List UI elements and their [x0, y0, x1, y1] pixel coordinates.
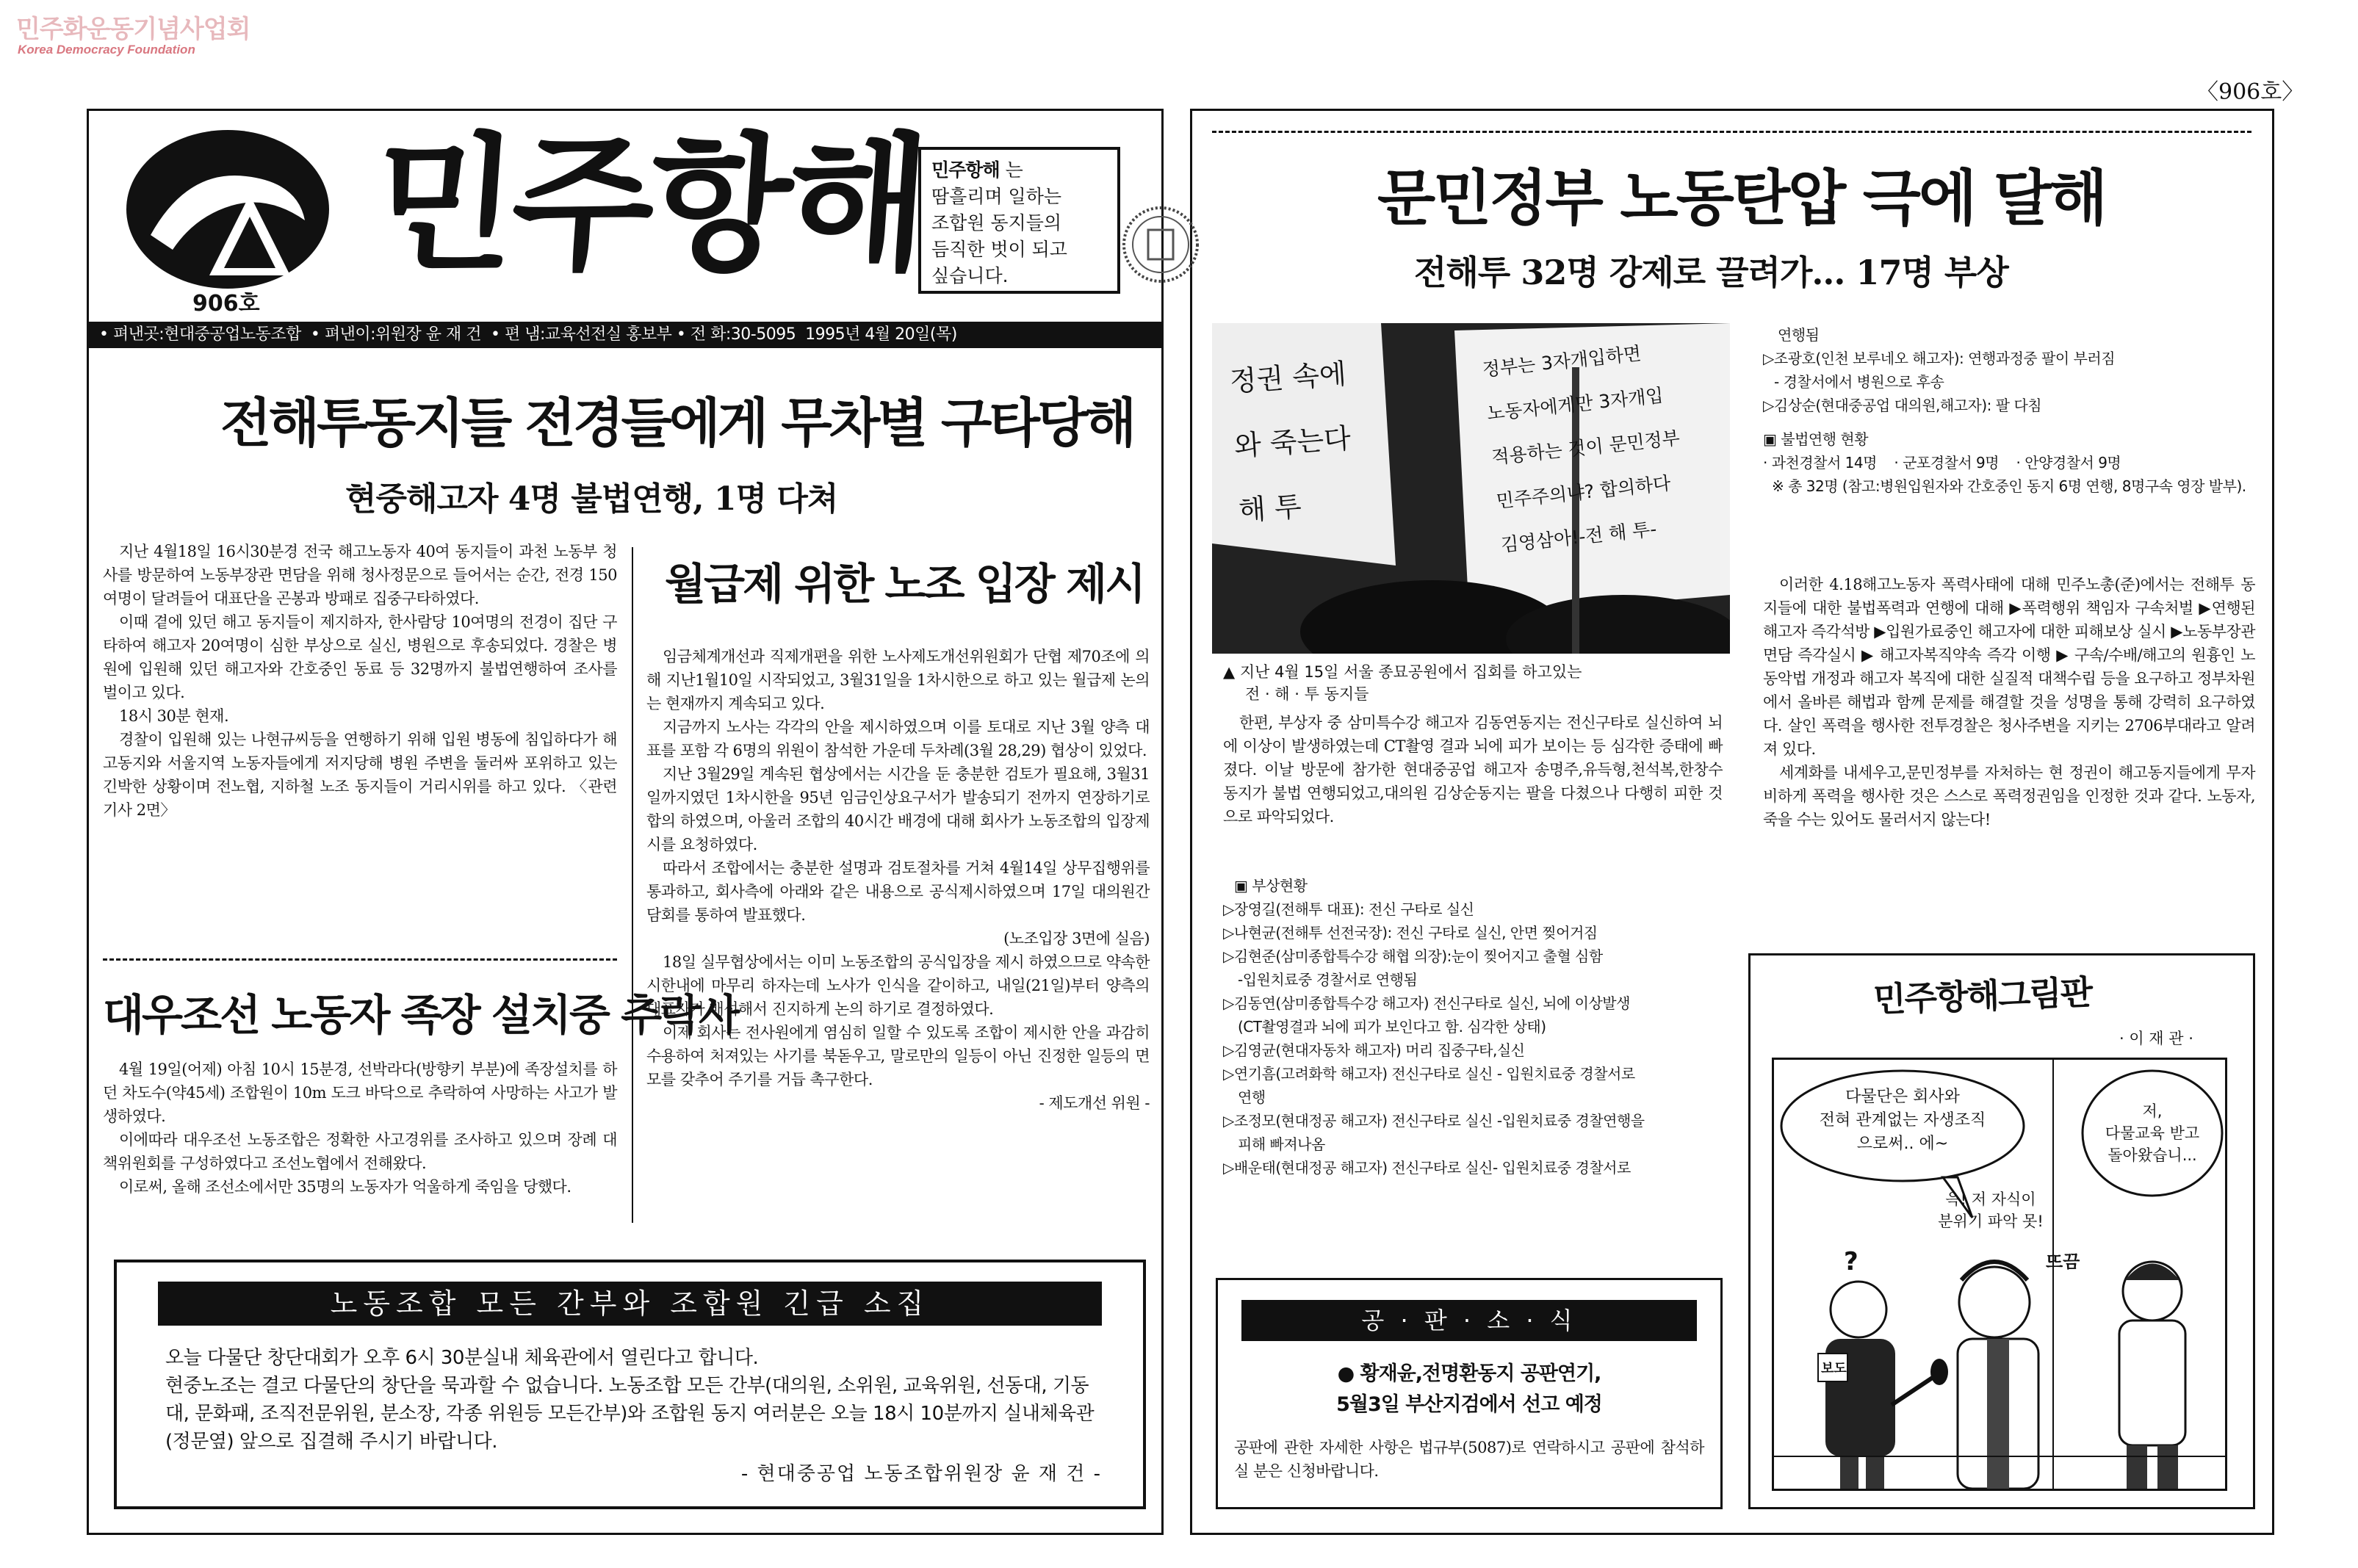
article5 — [1763, 573, 2255, 831]
court-headline — [1241, 1359, 1697, 1420]
arrest-item: ▷조광호(인천 보루네오 해고자): 연행과정중 팔이 부러짐 — [1763, 350, 2116, 367]
arrest-stations: · 과천경찰서 14명 · 군포경찰서 9명 · 안양경찰서 9명 — [1763, 454, 2121, 472]
injury-item: -입원치료중 경찰서로 연행됨 — [1238, 971, 1418, 989]
photo-caption-line: 전 · 해 · 투 동지들 — [1245, 685, 1369, 703]
cartoon-bubble-right-line: 돌아왔습니... — [2108, 1146, 2197, 1164]
info-bar-text: • 펴낸곳:현대중공업노동조합 • 펴낸이:위원장 윤 재 건 • 편 냄:교육선전실 홍보부 • 전 화:30-5095 1995년 4월 20일(목) — [99, 325, 957, 344]
injury-item: ▷장영길(전해투 대표): 전신 구타로 실신 — [1223, 900, 1474, 918]
protest-photo — [1212, 323, 1730, 654]
cartoon-vest-label: 보도 — [1821, 1361, 1847, 1376]
notice-title: 노동조합 모든 간부와 조합원 긴급 소집 — [330, 1287, 930, 1320]
seal-stamp — [1120, 189, 1201, 300]
cartoon-bubble-mid — [1906, 1188, 2075, 1232]
motto-name: 민주항해 — [931, 159, 1000, 181]
cartoon-bubble-left-line: 으로써.. 에~ — [1856, 1135, 1949, 1153]
injury-title: ▣ 부상현황 — [1234, 877, 1308, 895]
article2-paragraph: 4월 19일(어제) 아침 10시 15분경, 선박라다(방향키 부분)에 족장설치를 하던 차도수(약45세) 조합원이 10m 도크 바닥으로 추락하여 사망하는 사고가 발생하였다. — [103, 1061, 617, 1125]
cartoon-bubble-left-line: 다물단은 회사와 — [1845, 1088, 1960, 1106]
motto-line-1: 땀흘리며 일하는 — [931, 186, 1061, 207]
cartoon-panel — [1772, 1058, 2227, 1491]
article3-paragraph: 이제 회사는 전사원에게 염심히 일할 수 있도록 조합이 제시한 안을 과감히 수용하여 처져있는 사기를 북돋우고, 말로만의 일등이 아닌 진정한 일등의 면모를 갖추어 주기를 거듭 촉구한다. — [646, 1024, 1150, 1088]
article1-paragraph: 지난 4월18일 16시30분경 전국 해고노동자 40여 동지들이 과천 노동부 청사를 방문하여 노동부장관 면담을 위해 청사정문으로 들어서는 순간, 전경 150여명이 달려들어 대표단을 곤봉과 방패로 집중구타하였다. — [103, 543, 617, 607]
photo-sign-right — [1480, 328, 1691, 567]
masthead-logo — [121, 125, 334, 294]
motto-line-3: 듬직한 벗이 되고 — [931, 239, 1067, 260]
cartoon-title: 민주항해그림판 — [1872, 972, 2093, 1020]
arrest-item: ▷김상순(현대중공업 대의원,해고자): 팔 다침 — [1763, 397, 2042, 414]
article2-paragraph: 이에따라 대우조선 노동조합은 정확한 사고경위를 조사하고 있으며 장례 대책위원회를 구성하였다고 조선노협에서 전해왔다. — [103, 1131, 617, 1172]
injury-item: ▷김영균(현대자동차 해고자) 머리 집중구타,실신 — [1223, 1041, 1525, 1059]
article1-paragraph: 이때 곁에 있던 해고 동지들이 제지하자, 한사람당 10여명의 전경이 집단 구타하여 해고자 20여명이 심한 부상으로 실신, 병원으로 후송되었다. 경찰은 병원에 입원해 있던 해고자와 간호중인 동료 등 32명까지 불법연행하여 조사를 벌이고 있다. — [103, 613, 617, 701]
cartoon-bubble-right-line: 저, — [2142, 1102, 2163, 1120]
article3-paragraph: 따라서 조합에서는 충분한 설명과 검토절차를 거쳐 4월14일 상무집행위를 통과하고, 회사측에 아래와 같은 내용으로 공식제시하였으며 17일 대의원간담회를 통하여 발표했다. — [646, 859, 1150, 924]
injury-item: ▷배운태(현대정공 해고자) 전신구타로 실신- 입원치료중 경찰서로 — [1223, 1159, 1631, 1177]
arrest-title: ▣ 불법연행 현황 — [1763, 430, 1869, 448]
injury-item: (CT촬영결과 뇌에 피가 보인다고 함. 심각한 상태) — [1238, 1018, 1546, 1036]
notice-line: 현중노조는 결코 다물단의 창단을 묵과할 수 없습니다. 노동조합 모든 간부(대의원, 소위원, 교육위원, 선동대, 기동대, 문화패, 조직전문위원, 분소장, 각종 위원등 모든간부)와 조합원 동지 여러분은 오늘 18시 10분까지 실내체육관(정문옆) 앞으로 집결해 주시기 바랍니다. — [165, 1375, 1095, 1453]
injury-item: ▷김현준(삼미종합특수강 해협 의장):눈이 찢어지고 출혈 심함 — [1223, 947, 1603, 965]
cartoon-bubble-right — [2090, 1100, 2215, 1166]
cartoon-artist: · 이 재 관 · — [2119, 1030, 2193, 1047]
arrest-total: ※ 총 32명 (참고:병원입원자와 간호중인 동지 6명 연행, 8명구속 영장 발부). — [1772, 477, 2246, 495]
article4 — [1223, 711, 1723, 828]
masthead-issue: 906호 — [192, 291, 260, 317]
article2 — [103, 1058, 617, 1199]
motto-line-2: 조합원 동지들의 — [931, 212, 1061, 234]
left-subhead: 현중해고자 4명 불법연행, 1명 다쳐 — [345, 480, 838, 518]
notice-body — [165, 1344, 1102, 1488]
article2-paragraph: 이로써, 올해 조선소에서만 35명의 노동자가 억울하게 죽임을 당했다. — [119, 1178, 572, 1196]
court-headline-line: 5월3일 부산지검에서 선고 예정 — [1336, 1393, 1602, 1416]
article5-paragraph: 이러한 4.18해고노동자 폭력사태에 대해 민주노총(준)에서는 전해투 동지들에 대한 불법폭력과 연행에 대해 ▶폭력행위 책임자 구속처벌 ▶연행된 해고자 즉각석방 ▶입원가료중인 해고자에 대한 피해보상 실시 ▶노동부장관 면담 즉각실시 ▶ 해고자복직약속 즉각 이행 ▶ 구속/수배/해고의 원흉인 노동악법 개정과 해고자 복직에 대한 실질적 대책수립 등을 요구하고 정부차원에서 올바른 해법과 함께 문제를 해결할 것을 성명을 통해 강력히 요구하였다. 살인 폭력을 행사한 전투경찰은 청사주변을 지키는 2706부대라고 알려져 있다. — [1763, 576, 2255, 758]
court-body: 공판에 관한 자세한 사항은 법규부(5087)로 연락하시고 공판에 참석하실 분은 신청바랍니다. — [1234, 1439, 1704, 1480]
cartoon-bubble-mid-line: 분위기 파악 못! — [1938, 1213, 2044, 1230]
article1-paragraph: 18시 30분 현재. — [119, 707, 229, 725]
watermark-english: Korea Democracy Foundation — [18, 43, 195, 57]
article4-paragraph: 한편, 부상자 중 삼미특수강 해고자 김동연동지는 전신구타로 실신하여 뇌에 이상이 발생하였는데 CT촬영 결과 뇌에 피가 보이는 등 심각한 증태에 빠졌다. 이날 방문에 참가한 현대중공업 해고자 송명주,유득형,천석복,한창수 동지가 불법 연행되었고,대의원 김상순동지는 팔을 다쳤으나 다행히 피한 것으로 파악되었다. — [1223, 714, 1723, 825]
injury-item: 피해 빠져나옴 — [1238, 1135, 1325, 1153]
court-title: 공 · 판 · 소 · 식 — [1361, 1307, 1577, 1334]
injury-item: ▷연기흠(고려화학 해고자) 전신구타로 실신 - 입원치료중 경찰서로 — [1223, 1065, 1635, 1083]
motto-box — [918, 147, 1120, 294]
cartoon-bubble-left — [1792, 1085, 2013, 1156]
notice-signature: - 현대중공업 노동조합위원장 윤 재 건 - — [740, 1463, 1102, 1485]
injury-item: 연행 — [1238, 1088, 1266, 1106]
right-top-rule — [1212, 131, 2251, 133]
article5-paragraph: 세계화를 내세우고,문민정부를 자처하는 현 정권이 해고동지들에게 무자비하게 폭력을 행사한 것은 스스로 폭력정권임을 인정한 것과 같다. 노동자, 죽을 수는 있어도 물러서지 않는다! — [1763, 764, 2255, 828]
column-divider — [632, 547, 633, 1223]
watermark-korean: 민주화운동기념사업회 — [16, 15, 250, 44]
court-headline-line: ● 황재윤,전명환동지 공판연기, — [1337, 1362, 1601, 1385]
photo-caption — [1223, 661, 1582, 705]
cartoon-bubble-mid-line: 윽! 저 자식이 — [1945, 1191, 2036, 1208]
sign-left-line: 정권 속에 — [1228, 357, 1348, 398]
sign-right-line: 정부는 3자개입하면 — [1481, 342, 1643, 381]
motto-line-0: 는 — [1005, 159, 1023, 181]
sign-right-line: 김영삼아!-전 해 투- — [1499, 518, 1658, 556]
article3-ref-note: (노조입장 3면에 실음) — [1003, 930, 1150, 947]
left-headline: 전해투동지들 전경들에게 무차별 구타당해 — [220, 392, 1134, 454]
arrest-item: 연행됨 — [1778, 326, 1820, 344]
article3-paragraph: 18일 실무협상에서는 이미 노동조합의 공식입장을 제시 하였으므로 약속한 시한내에 마무리 하자는데 노사가 인식을 같이하고, 내일(21일)부터 양측의 대표자가 배석해서 진지하게 논의 하기로 결정하였다. — [646, 953, 1150, 1018]
notice-line: 오늘 다물단 창단대회가 오후 6시 30분실내 체육관에서 열린다고 합니다. — [165, 1347, 759, 1369]
cartoon-bubble-right-line: 다물교육 받고 — [2105, 1124, 2200, 1142]
sign-right-line: 노동자에게만 3자개입 — [1485, 384, 1665, 424]
injury-item: ▷나현균(전해투 선전국장): 전신 구타로 실신, 안면 찢어거짐 — [1223, 924, 1598, 942]
article3 — [646, 645, 1150, 1115]
cartoon-question: ? — [1844, 1247, 1858, 1276]
arrest-item: - 경찰서에서 병원으로 후송 — [1774, 373, 1944, 391]
article3-paragraph: 임금체계개선과 직제개편을 위한 노사제도개선위원회가 단협 제70조에 의해 지난1월10일 시작되었고, 3월31일을 1차시한으로 하고 있는 월급제 논의는 현재까지 계속되고 있다. — [646, 648, 1150, 712]
article3-paragraph: 지난 3월29일 계속된 협상에서는 시간을 둔 충분한 검토가 필요해, 3월31일까지였던 1차시한을 95년 임금인상요구서가 발송되기 전까지 연장하기로 합의 하였으며, 아울러 조합의 40시간 배경에 대해 회사가 노동조합의 입장제시를 요청하였다. — [646, 765, 1150, 853]
right-subhead: 전해투 32명 강제로 끌려가… 17명 부상 — [1414, 253, 2008, 292]
motto-line-4: 싶습니다. — [931, 265, 1009, 286]
right-headline: 문민정부 노동탄압 극에 달해 — [1377, 164, 2106, 234]
article3-byline: - 제도개선 위원 - — [1039, 1094, 1150, 1112]
injury-item: ▷김동연(삼미종합특수강 해고자) 전신구타로 실신, 뇌에 이상발생 — [1223, 994, 1630, 1012]
photo-caption-line: ▲ 지난 4월 15일 서울 종묘공원에서 집회를 하고있는 — [1223, 663, 1582, 681]
sign-right-line: 적용하는 것이 문민정부 — [1490, 427, 1681, 469]
article3-headline: 월급제 위한 노조 입장 제시 — [665, 559, 1144, 609]
sign-left-line: 해 투 — [1237, 490, 1303, 527]
article3-paragraph: 지금까지 노사는 각각의 안을 제시하였으며 이를 토대로 지난 3월 양측 대표를 포함 각 6명의 위원이 참석한 가운데 두차례(3월 28,29) 협상이 있었다. — [646, 718, 1150, 759]
arrest-list — [1763, 323, 2255, 498]
sign-right-line: 민주주의냐? 합의하다 — [1495, 472, 1672, 513]
cartoon-sfx: 뜨끔 — [2046, 1251, 2080, 1272]
article2-rule — [103, 958, 617, 961]
injury-item: ▷조정모(현대정공 해고자) 전신구타로 실신 -입원치료중 경찰연행을 — [1223, 1112, 1645, 1130]
issue-label: 〈906호〉 — [2196, 79, 2304, 105]
injury-list — [1223, 874, 1730, 1179]
article2-headline: 대우조선 노동자 족장 설치중 추락사 — [103, 990, 738, 1040]
cartoon-bubble-left-line: 전혀 관계없는 자생조직 — [1819, 1111, 1986, 1130]
photo-sign-left — [1227, 342, 1358, 543]
masthead-title: 민주항해 — [368, 120, 931, 291]
article1-paragraph: 경찰이 입원해 있는 나현규씨등을 연행하기 위해 입원 병동에 침입하다가 해고동지와 서울지역 노동자들에게 저지당해 병원 주변을 둘러싸 포위하고 있는 긴박한 상황이며 전노협, 지하철 노조 동지들이 거리시위를 하고 있다. 〈관련기사 2면〉 — [103, 731, 617, 819]
article1 — [103, 540, 617, 822]
sign-left-line: 와 죽는다 — [1233, 422, 1352, 463]
